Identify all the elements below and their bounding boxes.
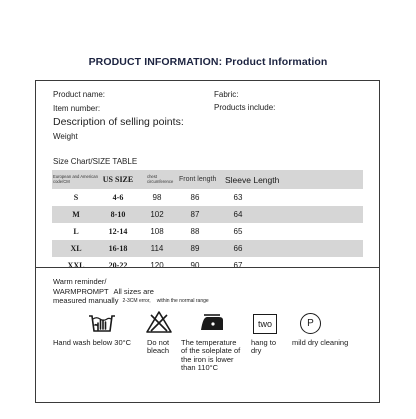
cell-us: 4-6 <box>112 193 124 202</box>
warm-line-3 <box>53 296 209 307</box>
size-chart-title: Size Chart/SIZE TABLE <box>53 157 138 166</box>
selling-points-label: Description of selling points: <box>53 116 184 128</box>
table-row <box>52 206 363 223</box>
cell-sleeve: 63 <box>233 193 243 202</box>
cell-chest: 102 <box>150 210 164 219</box>
cell-size: XXL <box>67 261 85 270</box>
item-number-label: Item number: <box>53 104 101 113</box>
hang-dry-icon: two <box>253 314 277 334</box>
cell-us: 20-22 <box>108 261 128 270</box>
hang-dry-label <box>251 339 276 356</box>
cell-front: 87 <box>190 210 200 219</box>
table-row <box>52 189 363 206</box>
table-row <box>52 257 363 274</box>
warm-line-2 <box>53 287 209 297</box>
cell-size: M <box>72 210 80 219</box>
cell-front: 88 <box>190 227 200 236</box>
table-row <box>52 223 363 240</box>
table-row <box>52 240 363 257</box>
cell-front: 89 <box>190 244 200 253</box>
header-front-length: Front length <box>179 176 217 183</box>
iron-label-line-4: than 110°C <box>181 362 219 372</box>
warm-measured: measured manually <box>53 296 119 305</box>
weight-label: Weight <box>53 132 78 141</box>
warm-range: within the normal range <box>156 298 209 304</box>
section-divider <box>36 267 379 268</box>
cell-chest: 108 <box>150 227 164 236</box>
cell-sleeve: 67 <box>233 261 243 270</box>
hang-dry-label-line-1: hang to <box>251 338 277 347</box>
no-bleach-label-line-1: Do not <box>147 338 170 347</box>
cell-size: L <box>73 227 79 236</box>
size-table-header <box>52 170 363 189</box>
size-table <box>52 170 363 274</box>
products-include-label: Products include: <box>214 103 276 112</box>
fabric-label: Fabric: <box>214 90 239 99</box>
no-bleach-label <box>147 339 169 356</box>
hang-dry-label-line-2: dry <box>251 346 262 356</box>
hand-wash-label: Hand wash below 30°C <box>53 338 132 347</box>
cell-chest: 120 <box>150 261 164 270</box>
product-name-label: Product name: <box>53 90 106 99</box>
cell-us: 8-10 <box>110 210 126 219</box>
iron-icon <box>198 310 226 334</box>
warm-all-sizes: All sizes are <box>113 286 154 296</box>
warm-line-1: Warm reminder/ <box>53 277 107 286</box>
iron-label-line-2: of the soleplate of <box>181 346 241 356</box>
header-sleeve-length: Sleeve Length <box>225 174 280 185</box>
no-bleach-label-line-2: bleach <box>147 346 170 356</box>
cell-chest: 114 <box>150 244 164 253</box>
dry-clean-label: mild dry cleaning <box>292 338 349 347</box>
cell-us: 16-18 <box>108 244 128 253</box>
cell-front: 86 <box>190 193 200 202</box>
warm-reminder <box>53 277 209 307</box>
warm-prompt: WARMPROMPT <box>53 286 109 296</box>
cell-sleeve: 65 <box>233 227 243 236</box>
hand-wash-icon <box>88 310 116 334</box>
cell-chest: 98 <box>152 193 162 202</box>
warm-error: 2-3CM error, <box>122 298 151 304</box>
no-bleach-icon <box>145 310 173 334</box>
cell-us: 12-14 <box>108 227 128 236</box>
page-title: PRODUCT INFORMATION: Product Information <box>88 56 328 68</box>
iron-label <box>181 339 240 372</box>
cell-size: S <box>73 193 79 202</box>
header-us-size: US SIZE <box>102 175 134 184</box>
cell-sleeve: 66 <box>233 244 243 253</box>
header-chest: chest circumference <box>147 173 174 184</box>
dry-clean-icon: P <box>300 313 321 334</box>
cell-front: 90 <box>190 261 200 270</box>
iron-label-line-1: The temperature <box>181 338 237 347</box>
iron-label-line-3: the iron is lower <box>181 354 234 364</box>
cell-size: XL <box>70 244 82 253</box>
cell-sleeve: 64 <box>233 210 243 219</box>
header-eu-code: European and American code/CM <box>53 173 98 184</box>
